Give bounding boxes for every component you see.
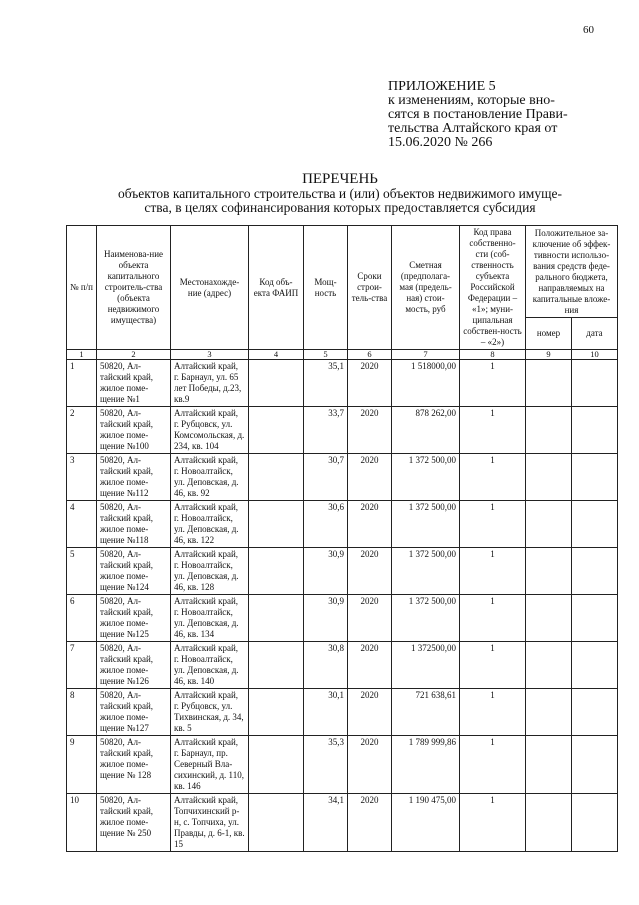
row-code: 1 [460, 736, 526, 794]
row-num: 1 [67, 360, 97, 407]
row-term: 2020 [348, 689, 392, 736]
row-name: 50820, Ал-тайский край, жилое поме-щение №1 [97, 360, 171, 407]
row-address: Алтайский край, г. Рубцовск, ул. Комсомольская, д. 234, кв. 104 [171, 407, 249, 454]
row-code: 1 [460, 454, 526, 501]
row-code: 1 [460, 794, 526, 852]
row-power: 35,3 [304, 736, 348, 794]
header-number: номер [526, 318, 572, 350]
column-numbers-row [67, 350, 618, 360]
row-conclusion-date [572, 501, 618, 548]
row-conclusion-number [526, 454, 572, 501]
row-address: Алтайский край, г. Новоалтайск, ул. Деповская, д. 46, кв. 128 [171, 548, 249, 595]
heading-title: ПЕРЕЧЕНЬ [302, 171, 378, 187]
row-name: 50820, Ал-тайский край, жилое поме-щение №125 [97, 595, 171, 642]
header-date: дата [572, 318, 618, 350]
row-address: Алтайский край, Топчихинский р-н, с. Топчиха, ул. Правды, д. 6-1, кв. 15 [171, 794, 249, 852]
row-name: 50820, Ал-тайский край, жилое поме-щение №124 [97, 548, 171, 595]
row-conclusion-number [526, 642, 572, 689]
table-row [67, 360, 618, 407]
row-faip [249, 454, 304, 501]
row-term: 2020 [348, 642, 392, 689]
header-location: Местонахожде-ние (адрес) [171, 226, 249, 350]
column-number: 1 [67, 350, 97, 360]
row-address: Алтайский край, г. Барнаул, ул. 65 лет Победы, д.23, кв.9 [171, 360, 249, 407]
row-code: 1 [460, 501, 526, 548]
row-power: 30,6 [304, 501, 348, 548]
column-number: 6 [348, 350, 392, 360]
annex-line: 15.06.2020 № 266 [388, 135, 493, 150]
row-conclusion-number [526, 360, 572, 407]
header-cost: Сметная (предполага-мая (предель-ная) стои-мость, руб [392, 226, 460, 350]
row-address: Алтайский край, г. Рубцовск, ул. Тихвинская, д. 34, кв. 5 [171, 689, 249, 736]
header-right-code: Код права собственно-сти (соб-ственность субъекта Российской Федерации – «1»; муни-ципальная собствен-ность – «2») [460, 226, 526, 350]
header-power: Мощ-ность [304, 226, 348, 350]
column-number: 3 [171, 350, 249, 360]
row-cost: 1 372 500,00 [392, 454, 460, 501]
row-faip [249, 595, 304, 642]
row-conclusion-number [526, 736, 572, 794]
row-name: 50820, Ал-тайский край, жилое поме-щение № 250 [97, 794, 171, 852]
objects-table [66, 225, 618, 852]
row-faip [249, 548, 304, 595]
row-num: 6 [67, 595, 97, 642]
page-number: 60 [583, 24, 594, 36]
row-cost: 1 372 500,00 [392, 501, 460, 548]
annex-title: ПРИЛОЖЕНИЕ 5 [388, 79, 496, 94]
row-power: 30,9 [304, 548, 348, 595]
table-row [67, 407, 618, 454]
row-name: 50820, Ал-тайский край, жилое поме-щение №118 [97, 501, 171, 548]
row-term: 2020 [348, 501, 392, 548]
row-code: 1 [460, 642, 526, 689]
table-row [67, 794, 618, 852]
row-cost: 1 789 999,86 [392, 736, 460, 794]
column-number: 5 [304, 350, 348, 360]
row-num: 2 [67, 407, 97, 454]
row-conclusion-number [526, 501, 572, 548]
row-term: 2020 [348, 360, 392, 407]
row-conclusion-number [526, 595, 572, 642]
header-name: Наименова-ние объекта капитального строитель-ства (объекта недвижимого имущества) [97, 226, 171, 350]
row-power: 30,9 [304, 595, 348, 642]
row-code: 1 [460, 595, 526, 642]
heading-subtitle-line: ства, в целях софинансирования которых предоставляется субсидия [144, 200, 536, 215]
table-row [67, 548, 618, 595]
row-faip [249, 407, 304, 454]
row-address: Алтайский край, г. Новоалтайск, ул. Деповская, д. 46, кв. 122 [171, 501, 249, 548]
column-number: 7 [392, 350, 460, 360]
row-cost: 1 372 500,00 [392, 595, 460, 642]
row-power: 34,1 [304, 794, 348, 852]
column-number: 8 [460, 350, 526, 360]
row-faip [249, 689, 304, 736]
row-conclusion-number [526, 794, 572, 852]
row-num: 9 [67, 736, 97, 794]
row-code: 1 [460, 407, 526, 454]
row-cost: 1 518000,00 [392, 360, 460, 407]
row-num: 7 [67, 642, 97, 689]
row-faip [249, 501, 304, 548]
row-cost: 878 262,00 [392, 407, 460, 454]
row-cost: 1 372 500,00 [392, 548, 460, 595]
row-conclusion-number [526, 407, 572, 454]
row-term: 2020 [348, 595, 392, 642]
header-faip: Код объ-екта ФАИП [249, 226, 304, 350]
annex-line: тельства Алтайского края от [388, 121, 558, 136]
heading-subtitle-line: объектов капитального строительства и (или) объектов недвижимого имуще- [118, 186, 562, 201]
column-number: 4 [249, 350, 304, 360]
annex-block [388, 80, 618, 150]
row-num: 10 [67, 794, 97, 852]
row-conclusion-date [572, 689, 618, 736]
row-name: 50820, Ал-тайский край, жилое поме-щение №126 [97, 642, 171, 689]
table-row [67, 454, 618, 501]
row-num: 4 [67, 501, 97, 548]
row-term: 2020 [348, 548, 392, 595]
row-term: 2020 [348, 794, 392, 852]
document-heading [60, 171, 620, 215]
row-faip [249, 794, 304, 852]
row-cost: 721 638,61 [392, 689, 460, 736]
row-num: 3 [67, 454, 97, 501]
row-name: 50820, Ал-тайский край, жилое поме-щение №127 [97, 689, 171, 736]
row-num: 5 [67, 548, 97, 595]
column-number: 9 [526, 350, 572, 360]
row-power: 30,7 [304, 454, 348, 501]
row-conclusion-number [526, 548, 572, 595]
row-term: 2020 [348, 407, 392, 454]
annex-line: к изменениям, которые вно- [388, 93, 555, 108]
row-address: Алтайский край, г. Барнаул, пр. Северный Вла-сихинский, д. 110, кв. 146 [171, 736, 249, 794]
row-code: 1 [460, 689, 526, 736]
row-name: 50820, Ал-тайский край, жилое поме-щение №100 [97, 407, 171, 454]
row-cost: 1 372500,00 [392, 642, 460, 689]
row-address: Алтайский край, г. Новоалтайск, ул. Деповская, д. 46, кв. 134 [171, 595, 249, 642]
header-terms: Сроки строи-тель-ства [348, 226, 392, 350]
table-row [67, 642, 618, 689]
column-number: 10 [572, 350, 618, 360]
row-code: 1 [460, 548, 526, 595]
row-conclusion-date [572, 595, 618, 642]
row-faip [249, 736, 304, 794]
row-power: 30,1 [304, 689, 348, 736]
row-faip [249, 642, 304, 689]
row-conclusion-date [572, 548, 618, 595]
header-conclusion: Положительное за-ключение об эффек-тивности использо-вания средств феде-рального бюджета, направляемых на капитальные вложе-ния [526, 226, 618, 318]
row-conclusion-date [572, 642, 618, 689]
row-power: 35,1 [304, 360, 348, 407]
row-conclusion-date [572, 407, 618, 454]
annex-line: сятся в постановление Прави- [388, 107, 568, 122]
header-num: № п/п [67, 226, 97, 350]
table-row [67, 595, 618, 642]
table-row [67, 501, 618, 548]
row-term: 2020 [348, 736, 392, 794]
row-conclusion-date [572, 736, 618, 794]
row-power: 30,8 [304, 642, 348, 689]
row-name: 50820, Ал-тайский край, жилое поме-щение № 128 [97, 736, 171, 794]
row-conclusion-number [526, 689, 572, 736]
row-faip [249, 360, 304, 407]
row-conclusion-date [572, 360, 618, 407]
row-num: 8 [67, 689, 97, 736]
row-address: Алтайский край, г. Новоалтайск, ул. Деповская, д. 46, кв. 92 [171, 454, 249, 501]
row-code: 1 [460, 360, 526, 407]
row-term: 2020 [348, 454, 392, 501]
table-row [67, 689, 618, 736]
table-row [67, 736, 618, 794]
row-conclusion-date [572, 794, 618, 852]
row-cost: 1 190 475,00 [392, 794, 460, 852]
row-address: Алтайский край, г. Новоалтайск, ул. Деповская, д. 46, кв. 140 [171, 642, 249, 689]
row-name: 50820, Ал-тайский край, жилое поме-щение №112 [97, 454, 171, 501]
column-number: 2 [97, 350, 171, 360]
row-conclusion-date [572, 454, 618, 501]
row-power: 33,7 [304, 407, 348, 454]
